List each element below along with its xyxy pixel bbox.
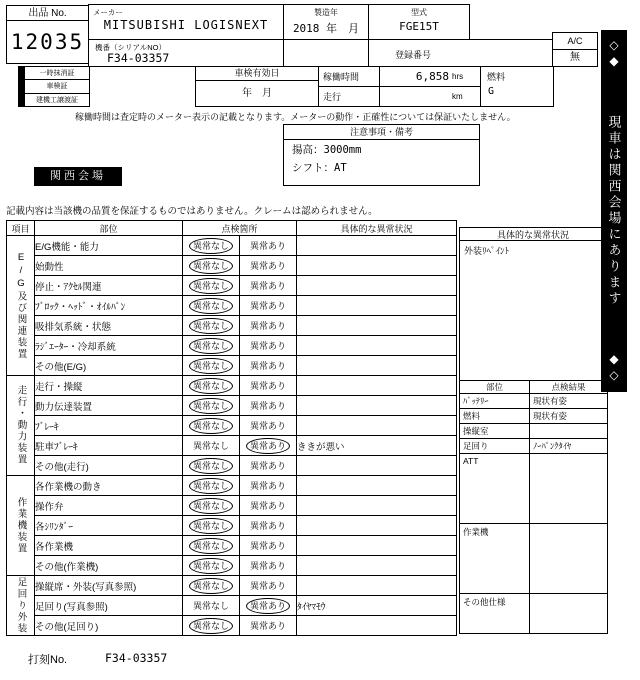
- group-label-travel: 走行・動力装置: [7, 376, 35, 476]
- ng-cell: [240, 316, 297, 336]
- rp-part: 足回り: [460, 439, 530, 454]
- year-label: 製造年: [314, 8, 338, 17]
- ok-mark: 異常なし: [189, 378, 233, 394]
- ng-mark: 異常あり: [249, 480, 286, 491]
- ng-mark: 異常あり: [249, 320, 286, 331]
- result-row: [460, 594, 608, 634]
- result-header-row: [460, 381, 608, 394]
- ng-cell: [240, 416, 297, 436]
- inspection-row: [7, 396, 457, 416]
- ng-mark: 異常あり: [249, 540, 286, 551]
- ok-mark: 異常なし: [189, 278, 233, 294]
- ok-mark: 異常なし: [189, 618, 233, 634]
- part-label: 停止・ｱｸｾﾙ関連: [35, 276, 183, 296]
- ok-cell: [183, 476, 240, 496]
- ng-cell: [240, 396, 297, 416]
- ng-mark: 異常あり: [249, 360, 286, 371]
- ok-cell: [183, 416, 240, 436]
- fuel-box: [480, 66, 554, 107]
- ng-cell: [240, 356, 297, 376]
- inspection-row: [7, 476, 457, 496]
- ok-mark: 異常なし: [192, 600, 229, 611]
- group-label-undercarriage: 足回り外装: [7, 576, 35, 636]
- inspection-row: [7, 256, 457, 276]
- exhibit-no-label: 出品 No.: [6, 5, 89, 21]
- ng-mark: 異常あり: [249, 500, 286, 511]
- table-header-row: [7, 221, 457, 236]
- ng-mark: 異常あり: [249, 560, 286, 571]
- ok-cell: [183, 236, 240, 256]
- abnormal-note: ききが悪い: [297, 436, 457, 456]
- ok-cell: [183, 516, 240, 536]
- ok-mark: 異常なし: [189, 478, 233, 494]
- abnormal-note: [297, 336, 457, 356]
- abnormal-note: [297, 296, 457, 316]
- fuel-value: G: [488, 86, 495, 97]
- ok-cell: [183, 616, 240, 636]
- ng-mark: 異常あり: [249, 580, 286, 591]
- hours-label: 稼働時間: [319, 67, 380, 86]
- remark-lift-height: 揚高：3000mm: [292, 144, 362, 156]
- inspection-row: [7, 356, 457, 376]
- banner-diamonds-top: ◇◆: [607, 38, 621, 70]
- ng-cell: [240, 336, 297, 356]
- abnormal-note: [297, 356, 457, 376]
- inspection-row: [7, 296, 457, 316]
- hours-value: 6,858: [415, 70, 449, 83]
- ok-mark: 異常なし: [189, 558, 233, 574]
- manufacture-year-box: [283, 4, 369, 40]
- part-label: ﾌﾞﾚｰｷ: [35, 416, 183, 436]
- operating-hours-box: [318, 66, 481, 107]
- part-label: 始動性: [35, 256, 183, 276]
- hours-row: [319, 67, 480, 87]
- ok-cell: [183, 576, 240, 596]
- part-label: E/G機能・能力: [35, 236, 183, 256]
- model-label: 型式: [411, 8, 427, 17]
- col-abnormal: 具体的な異常状況: [297, 221, 457, 236]
- part-label: その他(E/G): [35, 356, 183, 376]
- ng-mark: 異常あり: [249, 240, 286, 251]
- ng-cell: [240, 556, 297, 576]
- banner-text: 現車は関西会場にあります: [606, 115, 622, 307]
- maker-value: MITSUBISHI LOGISNEXT: [103, 18, 269, 32]
- part-label: 足回り(写真参照): [35, 596, 183, 616]
- travel-label: 走行: [319, 87, 380, 106]
- ng-mark: 異常あり: [249, 340, 286, 351]
- rp-result: [530, 524, 608, 594]
- fuel-label: 燃料: [487, 72, 506, 82]
- shaken-validity-box: [195, 66, 319, 107]
- abnormal-note: [297, 456, 457, 476]
- rp-result: [530, 424, 608, 439]
- abnormal-note: [297, 256, 457, 276]
- inspection-row: [7, 316, 457, 336]
- model-box: [368, 4, 470, 40]
- inspection-table: [6, 220, 457, 636]
- inspection-row: [7, 616, 457, 636]
- part-label: 駐車ﾌﾞﾚｰｷ: [35, 436, 183, 456]
- right-panel: [459, 227, 607, 634]
- ng-mark: 異常あり: [249, 280, 286, 291]
- ng-mark: 異常あり: [249, 380, 286, 391]
- inspection-row: [7, 276, 457, 296]
- part-label: 各作業機の動き: [35, 476, 183, 496]
- result-row: [460, 394, 608, 409]
- stamp-no-value: F34-03357: [105, 651, 168, 665]
- abnormal-note: [297, 556, 457, 576]
- rp-result: [530, 594, 608, 634]
- ok-cell: [183, 396, 240, 416]
- abnormal-note: [297, 316, 457, 336]
- abnormal-note: [297, 376, 457, 396]
- rp-part: その他仕様: [460, 594, 530, 634]
- abnormal-note: [297, 236, 457, 256]
- ok-cell: [183, 276, 240, 296]
- ng-cell: [240, 256, 297, 276]
- inspection-row: [7, 596, 457, 616]
- result-row: [460, 524, 608, 594]
- abnormal-note: [297, 476, 457, 496]
- col-part: 部位: [35, 221, 183, 236]
- inspection-row: [7, 456, 457, 476]
- ng-cell: [240, 296, 297, 316]
- year-value: 2018 年 月: [292, 22, 360, 35]
- inspection-row: [7, 556, 457, 576]
- part-label: 走行・操縦: [35, 376, 183, 396]
- abnormal-note: [297, 276, 457, 296]
- ng-mark: 異常あり: [249, 460, 286, 471]
- serial-label: 機番（シリアルNO）: [95, 43, 166, 52]
- ok-mark: 異常なし: [189, 358, 233, 374]
- hours-unit: hrs: [452, 72, 464, 81]
- ng-cell: [240, 476, 297, 496]
- maker-box: [88, 4, 284, 40]
- venue-banner: [601, 30, 627, 392]
- part-label: 各作業機: [35, 536, 183, 556]
- ng-cell: [240, 516, 297, 536]
- ok-cell: [183, 556, 240, 576]
- doc-item-temporary-deletion: 一時抹消証: [24, 66, 90, 80]
- claims-disclaimer-text: 記載内容は当該機の品質を保証するものではありません。クレームは認められません。: [6, 206, 378, 217]
- rp-result: 現状有姿: [530, 409, 608, 424]
- ng-cell: [240, 596, 297, 616]
- ng-mark: 異常あり: [246, 598, 290, 614]
- rp-part: 作業機: [460, 524, 530, 594]
- ok-mark: 異常なし: [189, 538, 233, 554]
- rp-part: ﾊﾞｯﾃﾘｰ: [460, 394, 530, 409]
- ok-cell: [183, 456, 240, 476]
- ok-cell: [183, 536, 240, 556]
- ok-mark: 異常なし: [189, 518, 233, 534]
- ok-mark: 異常なし: [189, 258, 233, 274]
- ng-mark: 異常あり: [249, 260, 286, 271]
- rp-part: 操縦室: [460, 424, 530, 439]
- abnormal-status-title: 具体的な異常状況: [459, 227, 607, 241]
- rp-result: ﾉｰﾊﾟﾝｸﾀｲﾔ: [530, 439, 608, 454]
- abnormal-note: [297, 416, 457, 436]
- remarks-title: 注意事項・備考: [284, 125, 479, 140]
- rp-part: ATT: [460, 454, 530, 524]
- registration-box: [368, 39, 553, 67]
- documents-list: [24, 66, 90, 107]
- ok-mark: 異常なし: [192, 440, 229, 451]
- stamp-no-label: 打刻No.: [28, 654, 68, 666]
- inspection-row: [7, 376, 457, 396]
- result-row: [460, 454, 608, 524]
- part-label: その他(走行): [35, 456, 183, 476]
- ok-cell: [183, 496, 240, 516]
- ng-cell: [240, 496, 297, 516]
- ng-cell: [240, 576, 297, 596]
- ok-mark: 異常なし: [189, 458, 233, 474]
- ac-label: A/C: [552, 32, 598, 50]
- model-value: FGE15T: [399, 20, 439, 33]
- abnormal-note: [297, 396, 457, 416]
- ng-cell: [240, 536, 297, 556]
- ok-mark: 異常なし: [189, 318, 233, 334]
- ng-cell: [240, 456, 297, 476]
- abnormal-note: [297, 496, 457, 516]
- part-label: 操作弁: [35, 496, 183, 516]
- abnormal-note: [297, 576, 457, 596]
- meter-disclaimer-text: 稼働時間は査定時のメーター表示の記載となります。メーターの動作・正確性については保証いたしません。: [75, 112, 516, 122]
- result-row: [460, 424, 608, 439]
- inspection-row: [7, 516, 457, 536]
- col-item: 項目: [7, 221, 35, 236]
- rp-result: [530, 454, 608, 524]
- ok-cell: [183, 376, 240, 396]
- ng-cell: [240, 376, 297, 396]
- group-label-eg: E/G及び関連装置: [7, 236, 35, 376]
- ok-cell: [183, 336, 240, 356]
- ng-cell: [240, 436, 297, 456]
- doc-item-transfer-cert: 建機工譲渡証: [24, 93, 90, 107]
- inspection-row: [7, 416, 457, 436]
- remarks-box: [283, 124, 480, 186]
- part-label: 動力伝達装置: [35, 396, 183, 416]
- part-label: その他(作業機): [35, 556, 183, 576]
- ng-mark: 異常あり: [249, 400, 286, 411]
- ok-cell: [183, 296, 240, 316]
- ng-mark: 異常あり: [246, 438, 290, 454]
- abnormal-note: [297, 616, 457, 636]
- inspection-row: [7, 496, 457, 516]
- group-label-work: 作業機装置: [7, 476, 35, 576]
- abnormal-note: ﾀｲﾔﾏﾓｳ: [297, 596, 457, 616]
- remark-shift: シフト：AT: [292, 162, 347, 174]
- travel-row: [319, 87, 480, 106]
- ok-mark: 異常なし: [189, 498, 233, 514]
- rp-result: 現状有姿: [530, 394, 608, 409]
- inspection-row: [7, 536, 457, 556]
- ng-cell: [240, 236, 297, 256]
- ng-cell: [240, 616, 297, 636]
- ok-cell: [183, 356, 240, 376]
- ac-value: 無: [552, 49, 598, 67]
- result-row: [460, 409, 608, 424]
- ok-mark: 異常なし: [189, 418, 233, 434]
- ng-mark: 異常あり: [249, 520, 286, 531]
- doc-item-shaken: 車検証: [24, 79, 90, 93]
- registration-label: 登録番号: [395, 50, 432, 60]
- banner-diamonds-bottom: ◆◇: [607, 352, 621, 384]
- abnormal-note: [297, 536, 457, 556]
- part-label: ﾗｼﾞｴｰﾀｰ・冷却系統: [35, 336, 183, 356]
- part-label: ﾌﾞﾛｯｸ・ﾍｯﾄﾞ・ｵｲﾙﾊﾟﾝ: [35, 296, 183, 316]
- ng-mark: 異常あり: [249, 300, 286, 311]
- ok-cell: [183, 316, 240, 336]
- result-row: [460, 439, 608, 454]
- abnormal-note: [297, 516, 457, 536]
- venue-badge: 関西会場: [34, 167, 122, 186]
- abnormal-status-note: 外装ﾘﾍﾟｲﾝﾄ: [459, 241, 607, 381]
- rp-part: 燃料: [460, 409, 530, 424]
- inspection-row: [7, 436, 457, 456]
- ok-mark: 異常なし: [189, 238, 233, 254]
- ok-cell: [183, 436, 240, 456]
- ng-cell: [240, 276, 297, 296]
- ng-mark: 異常あり: [249, 620, 286, 631]
- exhibit-no-value: 12035: [6, 20, 89, 64]
- part-label: 吸排気系統・状態: [35, 316, 183, 336]
- inspection-row: [7, 576, 457, 596]
- result-table: [459, 380, 608, 634]
- col-rp-result: 点検結果: [530, 381, 608, 394]
- inspection-row: [7, 336, 457, 356]
- col-rp-part: 部位: [460, 381, 530, 394]
- inspection-row: [7, 236, 457, 256]
- part-label: 各ｼﾘﾝﾀﾞｰ: [35, 516, 183, 536]
- serial-value: F34-03357: [107, 51, 170, 65]
- col-check: 点検箇所: [183, 221, 297, 236]
- ok-mark: 異常なし: [189, 578, 233, 594]
- ok-mark: 異常なし: [189, 298, 233, 314]
- ok-cell: [183, 596, 240, 616]
- maker-label: メーカー: [93, 8, 123, 17]
- ok-mark: 異常なし: [189, 398, 233, 414]
- shaken-label: 車検有効日: [196, 67, 318, 81]
- part-label: その他(足回り): [35, 616, 183, 636]
- serial-box: [88, 39, 284, 67]
- part-label: 操縦席・外装(写真参照): [35, 576, 183, 596]
- shaken-value: 年 月: [242, 88, 272, 99]
- ok-mark: 異常なし: [189, 338, 233, 354]
- travel-unit: km: [452, 92, 463, 101]
- ok-cell: [183, 256, 240, 276]
- ng-mark: 異常あり: [249, 420, 286, 431]
